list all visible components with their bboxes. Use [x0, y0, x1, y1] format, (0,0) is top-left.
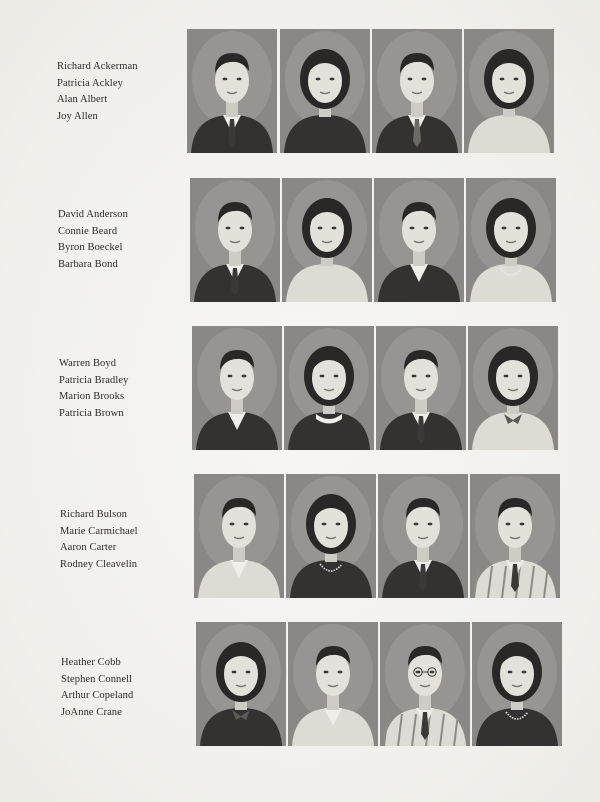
name-list — [57, 59, 187, 125]
boy-portrait-icon — [190, 178, 280, 302]
boy-portrait-icon — [372, 29, 462, 153]
boy-portrait-photo — [288, 622, 378, 746]
student-name: Joy Allen — [57, 110, 98, 122]
boy-portrait-icon — [470, 474, 560, 598]
boy-portrait-photo — [372, 29, 462, 153]
boy-portrait-icon — [187, 29, 277, 153]
name-list — [60, 507, 190, 573]
girl-portrait-photo — [282, 178, 372, 302]
girl-portrait-icon — [280, 29, 370, 153]
boy-portrait-photo — [187, 29, 277, 153]
student-name: Stephen Connell — [61, 673, 133, 685]
student-group-3 — [0, 326, 600, 452]
student-name: JoAnne Crane — [61, 706, 122, 718]
student-name: Connie Beard — [58, 225, 118, 237]
boy-portrait-photo — [378, 474, 468, 598]
student-name: David Anderson — [58, 209, 128, 220]
boy-portrait-photo — [376, 326, 466, 450]
boy-portrait-icon — [380, 622, 470, 746]
student-name: Aaron Carter — [60, 542, 117, 553]
girl-portrait-photo — [472, 622, 562, 746]
girl-portrait-photo — [286, 474, 376, 598]
boy-portrait-photo — [470, 474, 560, 598]
girl-portrait-icon — [464, 29, 554, 153]
name-list — [61, 655, 191, 721]
girl-portrait-icon — [284, 326, 374, 450]
name-list — [59, 356, 189, 422]
boy-portrait-photo — [190, 178, 280, 302]
student-name: Arthur Copeland — [61, 690, 134, 701]
student-name: Richard Ackerman — [57, 61, 138, 72]
girl-portrait-photo — [468, 326, 558, 450]
student-name: Heather Cobb — [61, 657, 121, 668]
girl-portrait-photo — [464, 29, 554, 153]
boy-portrait-icon — [376, 326, 466, 450]
girl-portrait-icon — [472, 622, 562, 746]
boy-portrait-icon — [288, 622, 378, 746]
student-name: Warren Boyd — [59, 358, 117, 369]
boy-portrait-icon — [378, 474, 468, 598]
boy-portrait-photo — [192, 326, 282, 450]
student-name: Patricia Ackley — [57, 77, 123, 89]
girl-portrait-photo — [284, 326, 374, 450]
girl-portrait-photo — [280, 29, 370, 153]
boy-portrait-icon — [194, 474, 284, 598]
student-name: Rodney Cleavelin — [60, 558, 138, 570]
student-name: Richard Bulson — [60, 509, 128, 520]
girl-portrait-icon — [286, 474, 376, 598]
student-group-2 — [0, 178, 600, 304]
student-name: Marie Carmichael — [60, 525, 138, 537]
student-name: Patricia Brown — [59, 407, 124, 419]
girl-portrait-icon — [466, 178, 556, 302]
girl-portrait-icon — [468, 326, 558, 450]
boy-portrait-photo — [380, 622, 470, 746]
girl-portrait-photo — [196, 622, 286, 746]
name-list — [58, 207, 188, 273]
student-name: Marion Brooks — [59, 391, 125, 402]
boy-portrait-icon — [192, 326, 282, 450]
student-name: Patricia Bradley — [59, 374, 129, 386]
girl-portrait-photo — [466, 178, 556, 302]
boy-portrait-photo — [374, 178, 464, 302]
student-group-5 — [0, 622, 600, 748]
student-group-1 — [0, 29, 600, 155]
student-name: Barbara Bond — [58, 258, 118, 270]
girl-portrait-icon — [196, 622, 286, 746]
boy-portrait-icon — [374, 178, 464, 302]
student-name: Alan Albert — [57, 94, 108, 105]
girl-portrait-icon — [282, 178, 372, 302]
boy-portrait-photo — [194, 474, 284, 598]
student-group-4 — [0, 474, 600, 600]
student-name: Byron Boeckel — [58, 242, 123, 253]
